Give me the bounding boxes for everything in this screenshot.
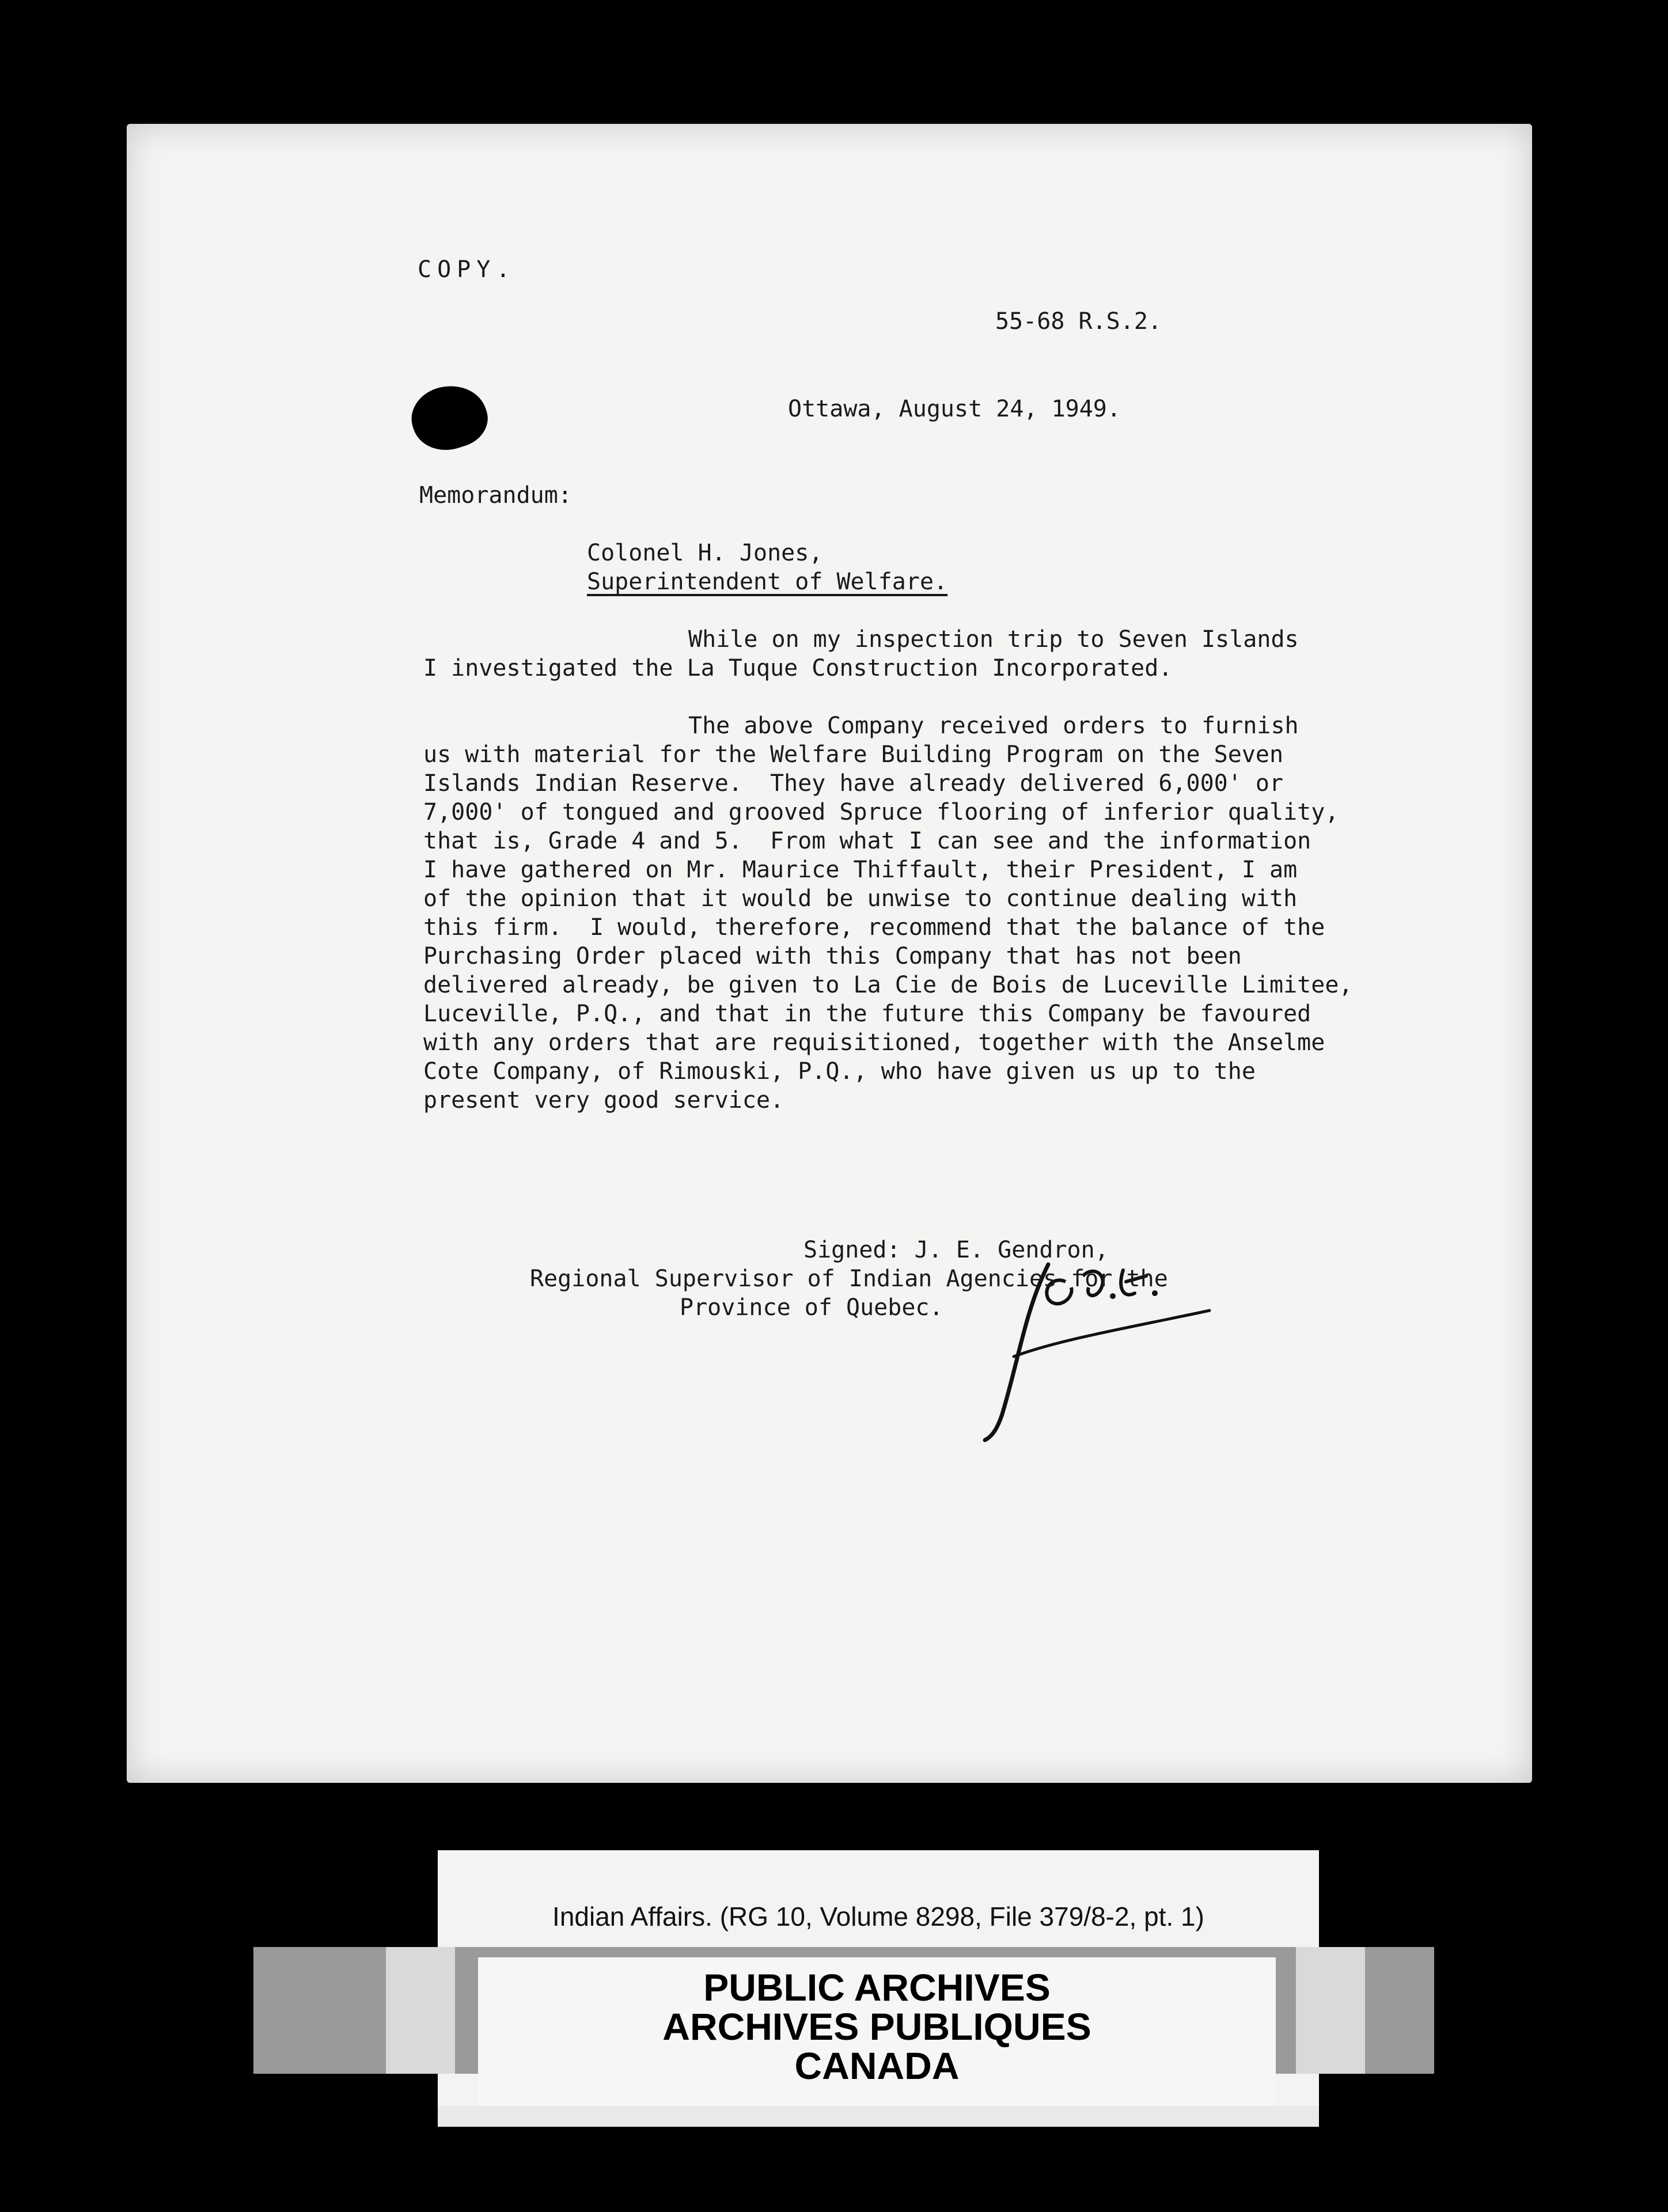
paragraph2-line: 7,000' of tongued and grooved Spruce flooring of inferior quality, <box>423 799 1339 825</box>
paragraph2-line: Cote Company, of Rimouski, P.Q., who have given us up to the <box>423 1058 1256 1085</box>
paragraph2-line: I have gathered on Mr. Maurice Thiffault, their President, I am <box>423 857 1298 883</box>
paragraph2-line: present very good service. <box>423 1087 784 1113</box>
binder-clip <box>1296 1947 1365 2074</box>
paragraph2-line: Islands Indian Reserve. They have already delivered 6,000' or <box>423 770 1284 797</box>
recipient-title: Superintendent of Welfare. <box>587 569 948 595</box>
signed-line: Signed: J. E. Gendron, <box>803 1237 1109 1263</box>
bottom-strip <box>438 2106 1319 2127</box>
paragraph2-line: Luceville, P.Q., and that in the future this Company be favoured <box>423 1001 1311 1027</box>
paragraph2-line: with any orders that are requisitioned, together with the Anselme <box>423 1029 1325 1056</box>
recipient-name: Colonel H. Jones, <box>587 540 823 566</box>
ink-blot-mark <box>404 376 495 460</box>
place-date: Ottawa, August 24, 1949. <box>788 396 1121 422</box>
archives-stamp-line: PUBLIC ARCHIVES <box>703 1966 1051 2009</box>
paragraph2-line: that is, Grade 4 and 5. From what I can see and the information <box>423 828 1311 854</box>
paragraph2-line: us with material for the Welfare Building Program on the Seven <box>423 741 1284 768</box>
file-number: 55-68 R.S.2. <box>995 308 1162 335</box>
archives-stamp-line: ARCHIVES PUBLIQUES <box>662 2005 1091 2048</box>
memo-page <box>127 124 1532 1783</box>
archives-stamp-line: CANADA <box>794 2044 960 2087</box>
paragraph2-line: Purchasing Order placed with this Company that has not been <box>423 943 1242 969</box>
signer-title-line: Regional Supervisor of Indian Agencies for the <box>530 1266 1168 1292</box>
paragraph2-line: this firm. I would, therefore, recommend that the balance of the <box>423 914 1325 941</box>
copy-mark: COPY. <box>418 256 516 283</box>
paragraph2-line: of the opinion that it would be unwise to continue dealing with <box>423 885 1298 912</box>
paragraph1-line: While on my inspection trip to Seven Islands <box>688 626 1299 653</box>
paragraph2-line: The above Company received orders to furnish <box>688 713 1299 739</box>
memo-label: Memorandum: <box>419 482 572 509</box>
paragraph1-line: I investigated the La Tuque Construction Incorporated. <box>423 655 1173 681</box>
signer-title-line: Province of Quebec. <box>680 1294 943 1321</box>
binder-clip <box>386 1947 455 2074</box>
paragraph2-line: delivered already, be given to La Cie de Bois de Luceville Limitee, <box>423 972 1353 998</box>
archives-stamp <box>478 1957 1276 2106</box>
archive-reference: Indian Affairs. (RG 10, Volume 8298, File 379/8-2, pt. 1) <box>552 1902 1204 1931</box>
